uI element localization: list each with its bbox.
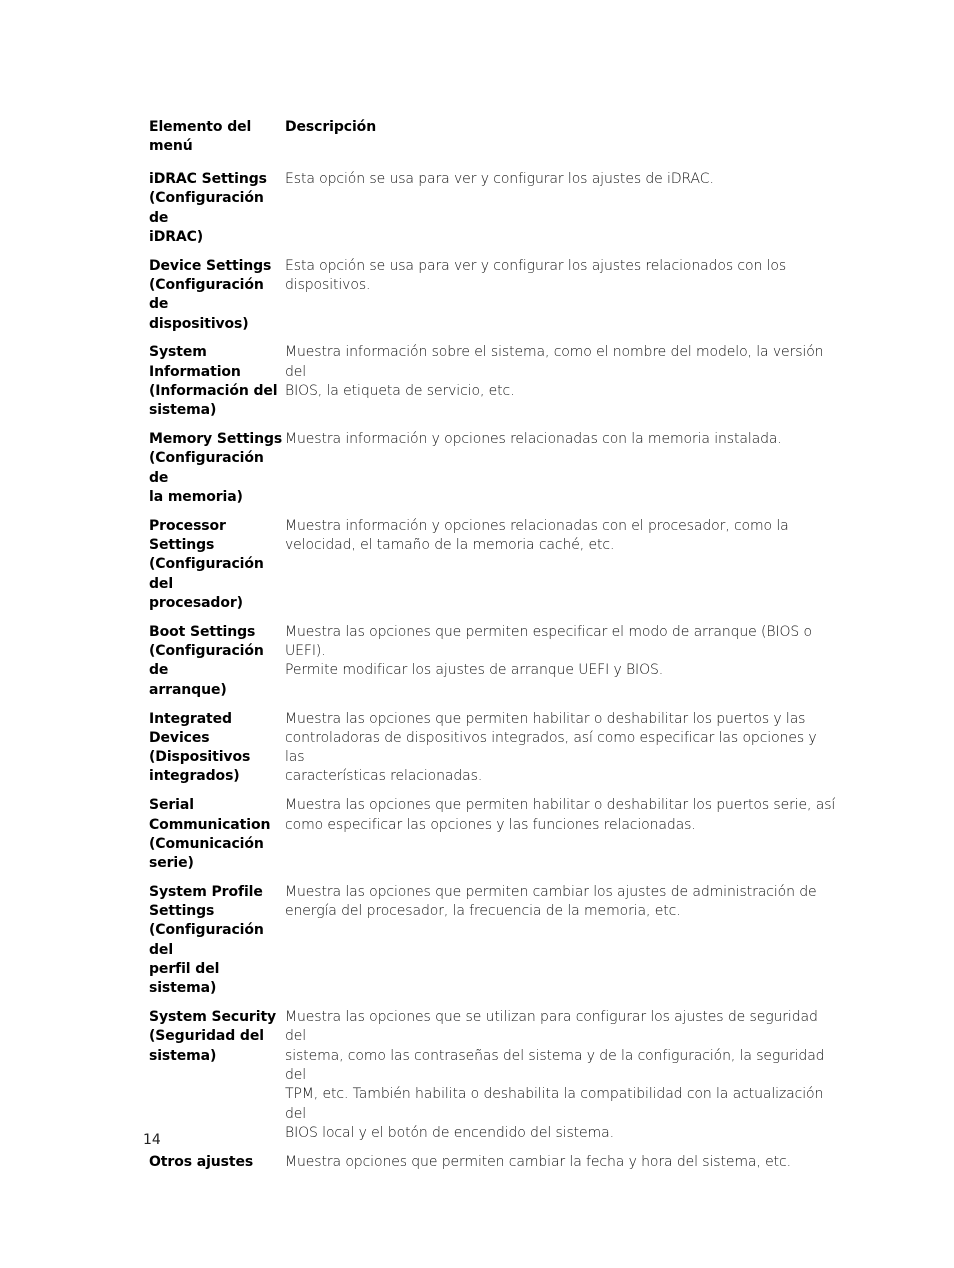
menu-items-table [149,118,839,1172]
row-spacer [149,700,839,710]
table-row [149,517,839,613]
menu-item-description: Muestra opciones que permiten cambiar la fecha y hora del sistema, etc. [285,1153,791,1170]
menu-item-description: Muestra las opciones que permiten habilitar o deshabilitar los puertos serie, así como especificar las opciones y las funciones relacionadas. [285,797,836,833]
table-row [149,170,839,247]
menu-item-name: Device Settings (Configuración de dispositivos) [149,257,272,332]
table-row [149,1008,839,1143]
menu-item-description: Muestra información y opciones relacionadas con el procesador, como la velocidad, el tamaño de la memoria caché, etc. [285,517,789,554]
menu-item-description: Muestra las opciones que permiten cambiar los ajustes de administración de energía del procesador, la frecuencia de la memoria, etc. [285,883,817,920]
row-spacer [149,161,839,171]
menu-item-name: Otros ajustes [149,1153,254,1170]
row-spacer [149,999,839,1009]
table-header-row [149,118,839,157]
table-row [149,796,839,873]
row-spacer [149,247,839,257]
menu-item-name: System Security (Seguridad del sistema) [149,1009,277,1064]
header-menu-item: Elemento del menú [149,119,252,155]
row-spacer [149,1143,839,1153]
row-spacer [149,873,839,883]
table-row [149,1153,839,1172]
menu-item-name: Memory Settings (Configuración de la memoria) [149,431,283,506]
header-description: Descripción [285,119,377,135]
page-number: 14 [143,1132,161,1148]
table-row [149,883,839,999]
table-row [149,430,839,507]
row-spacer [149,421,839,431]
row-spacer [149,507,839,517]
menu-item-name: Integrated Devices (Dispositivos integrados) [149,710,251,785]
row-spacer [149,613,839,623]
menu-item-description: Muestra información sobre el sistema, como el nombre del modelo, la versión del BIOS, la etiqueta de servicio, etc. [285,344,824,400]
menu-item-description: Muestra las opciones que permiten especificar el modo de arranque (BIOS o UEFI). Permite modificar los ajustes de arranque UEFI y BIOS. [285,623,813,679]
table-row [149,343,839,420]
menu-item-name: System Profile Settings (Configuración del perfil del sistema) [149,883,264,997]
menu-item-name: Processor Settings (Configuración del procesador) [149,517,264,612]
menu-item-description: Esta opción se usa para ver y configurar los ajustes de iDRAC. [285,171,714,188]
menu-item-name: Serial Communication (Comunicación serie) [149,797,271,872]
menu-item-description: Muestra las opciones que se utilizan para configurar los ajustes de seguridad del sistema, como las contraseñas del sistema y de la configuración, la seguridad del TPM, etc. También habilita o deshabilita la compatibilidad con la actualización del BIOS local y el botón de encendido del sistema. [285,1009,825,1141]
table-row [149,257,839,334]
row-spacer [149,334,839,344]
menu-item-name: Boot Settings (Configuración de arranque) [149,623,264,698]
table-row [149,710,839,787]
row-spacer [149,787,839,797]
menu-item-name: System Information (Información del sistema) [149,344,278,419]
menu-item-description: Muestra información y opciones relacionadas con la memoria instalada. [285,431,782,448]
table-row [149,623,839,700]
menu-item-description: Esta opción se usa para ver y configurar los ajustes relacionados con los dispositivos. [285,257,787,294]
menu-item-name: iDRAC Settings (Configuración de iDRAC) [149,171,267,245]
menu-item-description: Muestra las opciones que permiten habilitar o deshabilitar los puertos y las controladoras de dispositivos integrados, así como especificar las opciones y las características relacionadas. [285,710,817,785]
